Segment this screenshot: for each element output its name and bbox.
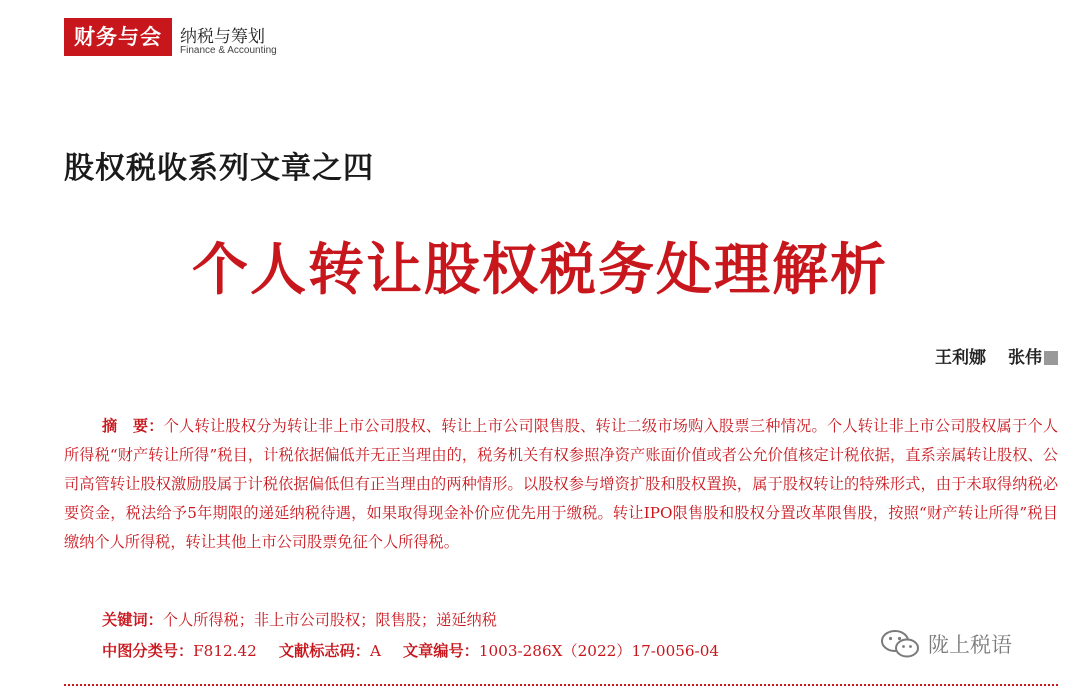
abstract-text: 个人转让股权分为转让非上市公司股权、转让上市公司限售股、转让二级市场购入股票三种情况。个人转让非上市公司股权属于个人所得税“财产转让所得”税目，计税依据偏低并无正当理由的，税务机关有权参照净资产账面价值或者公允价值核定计税依据，直系亲属转让股权、公司高管转让股权激励股属于计税依据偏低但有正当理由的两种情形。以股权参与增资扩股和股权置换，属于股权转让的特殊形式，由于未取得纳税必要资金，税法给予5年期限的递延纳税待遇，如果取得现金补价应优先用于缴税。转让IPO限售股和股权分置改革限售股，按照“财产转让所得”税目缴纳个人所得税，转让其他上市公司股票免征个人所得税。 <box>64 417 1059 551</box>
abstract-label: 摘 要： <box>102 417 164 435</box>
watermark-text: 陇上税语 <box>928 633 1012 657</box>
article-title: 个人转让股权税务处理解析 <box>192 237 888 303</box>
column-name: 纳税与筹划 <box>180 27 265 47</box>
abstract <box>64 412 1058 557</box>
wechat-watermark <box>880 628 1012 660</box>
wechat-icon <box>880 628 920 660</box>
doc-code-label: 文献标志码： <box>278 642 370 660</box>
author-list <box>935 343 1058 368</box>
article-number-label: 文章编号： <box>402 642 479 660</box>
column-name-en: Finance & Accounting <box>180 45 277 56</box>
author-name: 王利娜 <box>935 348 986 368</box>
series-title: 股权税收系列文章之四 <box>64 151 374 186</box>
author-name: 张伟 <box>1008 343 1058 368</box>
article-number-value: 1003-286X（2022）17-0056-04 <box>478 642 720 660</box>
bottom-dotted-divider <box>64 684 1058 686</box>
clc-label: 中图分类号： <box>102 642 194 660</box>
end-square-icon <box>1044 351 1058 365</box>
keywords-text: 个人所得税；非上市公司股权；限售股；递延纳税 <box>162 611 497 629</box>
keywords <box>102 609 497 630</box>
article-metadata <box>102 640 719 661</box>
clc-value: F812.42 <box>193 642 257 660</box>
keywords-label: 关键词： <box>102 611 163 629</box>
journal-logo: 财务与会计 <box>64 18 172 56</box>
doc-code-value: A <box>369 642 381 660</box>
